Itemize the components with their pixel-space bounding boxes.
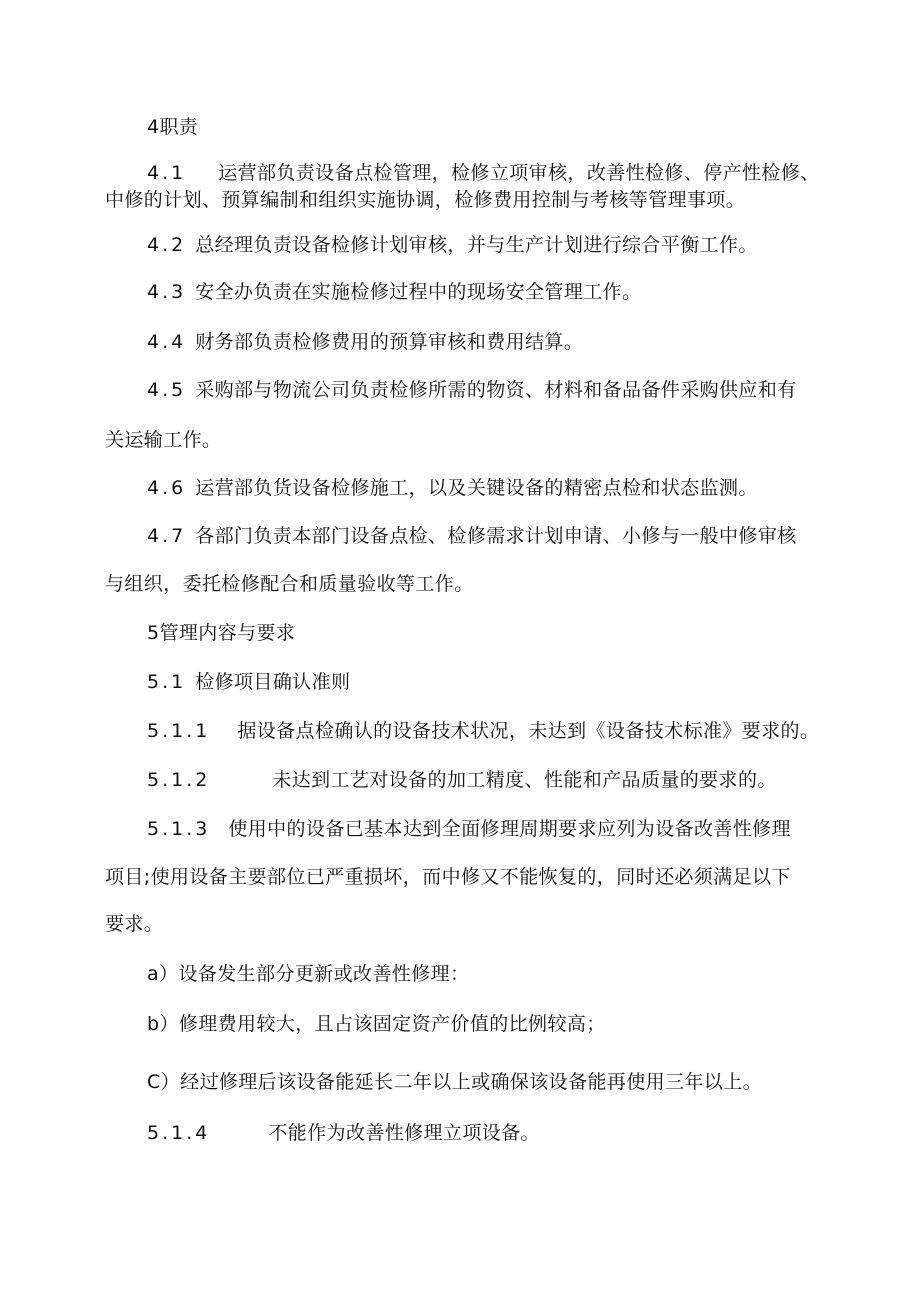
clause-number: 5.1.4 [147,1122,211,1144]
clause-text: 总经理负责设备检修计划审核，并与生产计划进行综合平衡工作。 [195,234,758,256]
clause-number: 4.3 [147,281,187,303]
clause-text: 使用中的设备已基本达到全面修理周期要求应列为设备改善性修理 [228,818,791,840]
clause-number: 5.1.1 [147,720,211,742]
clause-text: 运营部负货设备检修施工，以及关键设备的精密点检和状态监测。 [195,477,758,499]
clause-number: 4.6 [147,477,187,499]
section-4-heading: 4职责 [147,116,199,138]
clause-text: 检修项目确认准则 [195,671,351,693]
clause-text: 财务部负责检修费用的预算审核和费用结算。 [195,331,584,353]
clause-4-1-line1 [147,161,820,185]
condition-b: b）修理费用较大，且占该固定资产价值的比例较高； [147,1013,606,1035]
clause-5-1-3-line3: 要求。 [105,913,164,935]
clause-4-5-line2: 关运输工作。 [105,429,222,451]
clause-text: 安全办负责在实施检修过程中的现场安全管理工作。 [195,281,642,303]
clause-5-1-3-line2: 项目;使用设备主要部位已严重损坏，而中修又不能恢复的，同时还必须满足以下 [105,866,791,888]
clause-number: 5.1.2 [147,769,211,791]
clause-text: 不能作为改善性修理立项设备。 [268,1122,540,1144]
clause-number: 4.1 [147,162,187,184]
clause-text: 各部门负责本部门设备点检、检修需求计划申请、小修与一般中修审核 [195,525,797,547]
clause-5-1-1 [147,719,819,743]
clause-4-6 [147,476,758,500]
clause-number: 4.5 [147,379,187,401]
clause-5-1-3-line1 [147,817,791,841]
clause-number: 5.1.3 [147,818,211,840]
condition-a: a）设备发生部分更新或改善性修理： [147,963,470,985]
clause-4-7-line2: 与组织，委托检修配合和质量验收等工作。 [105,573,474,595]
clause-text: 采购部与物流公司负责检修所需的物资、材料和备品备件采购供应和有 [195,379,797,401]
clause-4-5-line1 [147,378,797,402]
clause-text: 据设备点检确认的设备技术状况，未达到《设备技术标准》要求的。 [237,720,820,742]
clause-5-1-4 [147,1121,540,1145]
clause-number: 4.2 [147,234,187,256]
clause-number: 4.7 [147,525,187,547]
clause-4-3 [147,280,641,304]
clause-number: 5.1 [147,671,187,693]
clause-text: 未达到工艺对设备的加工精度、性能和产品质量的要求的。 [272,769,777,791]
condition-c: C）经过修理后该设备能延长二年以上或确保该设备能再使用三年以上。 [147,1071,763,1093]
clause-4-7-line1 [147,524,797,548]
section-5-heading: 5管理内容与要求 [147,622,296,644]
clause-number: 4.4 [147,331,187,353]
clause-text: 运营部负责设备点检管理，检修立项审核，改善性检修、停产性检修、 [218,162,820,184]
clause-4-1-line2: 中修的计划、预算编制和组织实施协调，检修费用控制与考核等管理事项。 [105,189,746,211]
clause-4-4 [147,330,583,354]
clause-5-1 [147,670,350,694]
clause-5-1-2 [147,768,777,792]
clause-4-2 [147,233,758,257]
